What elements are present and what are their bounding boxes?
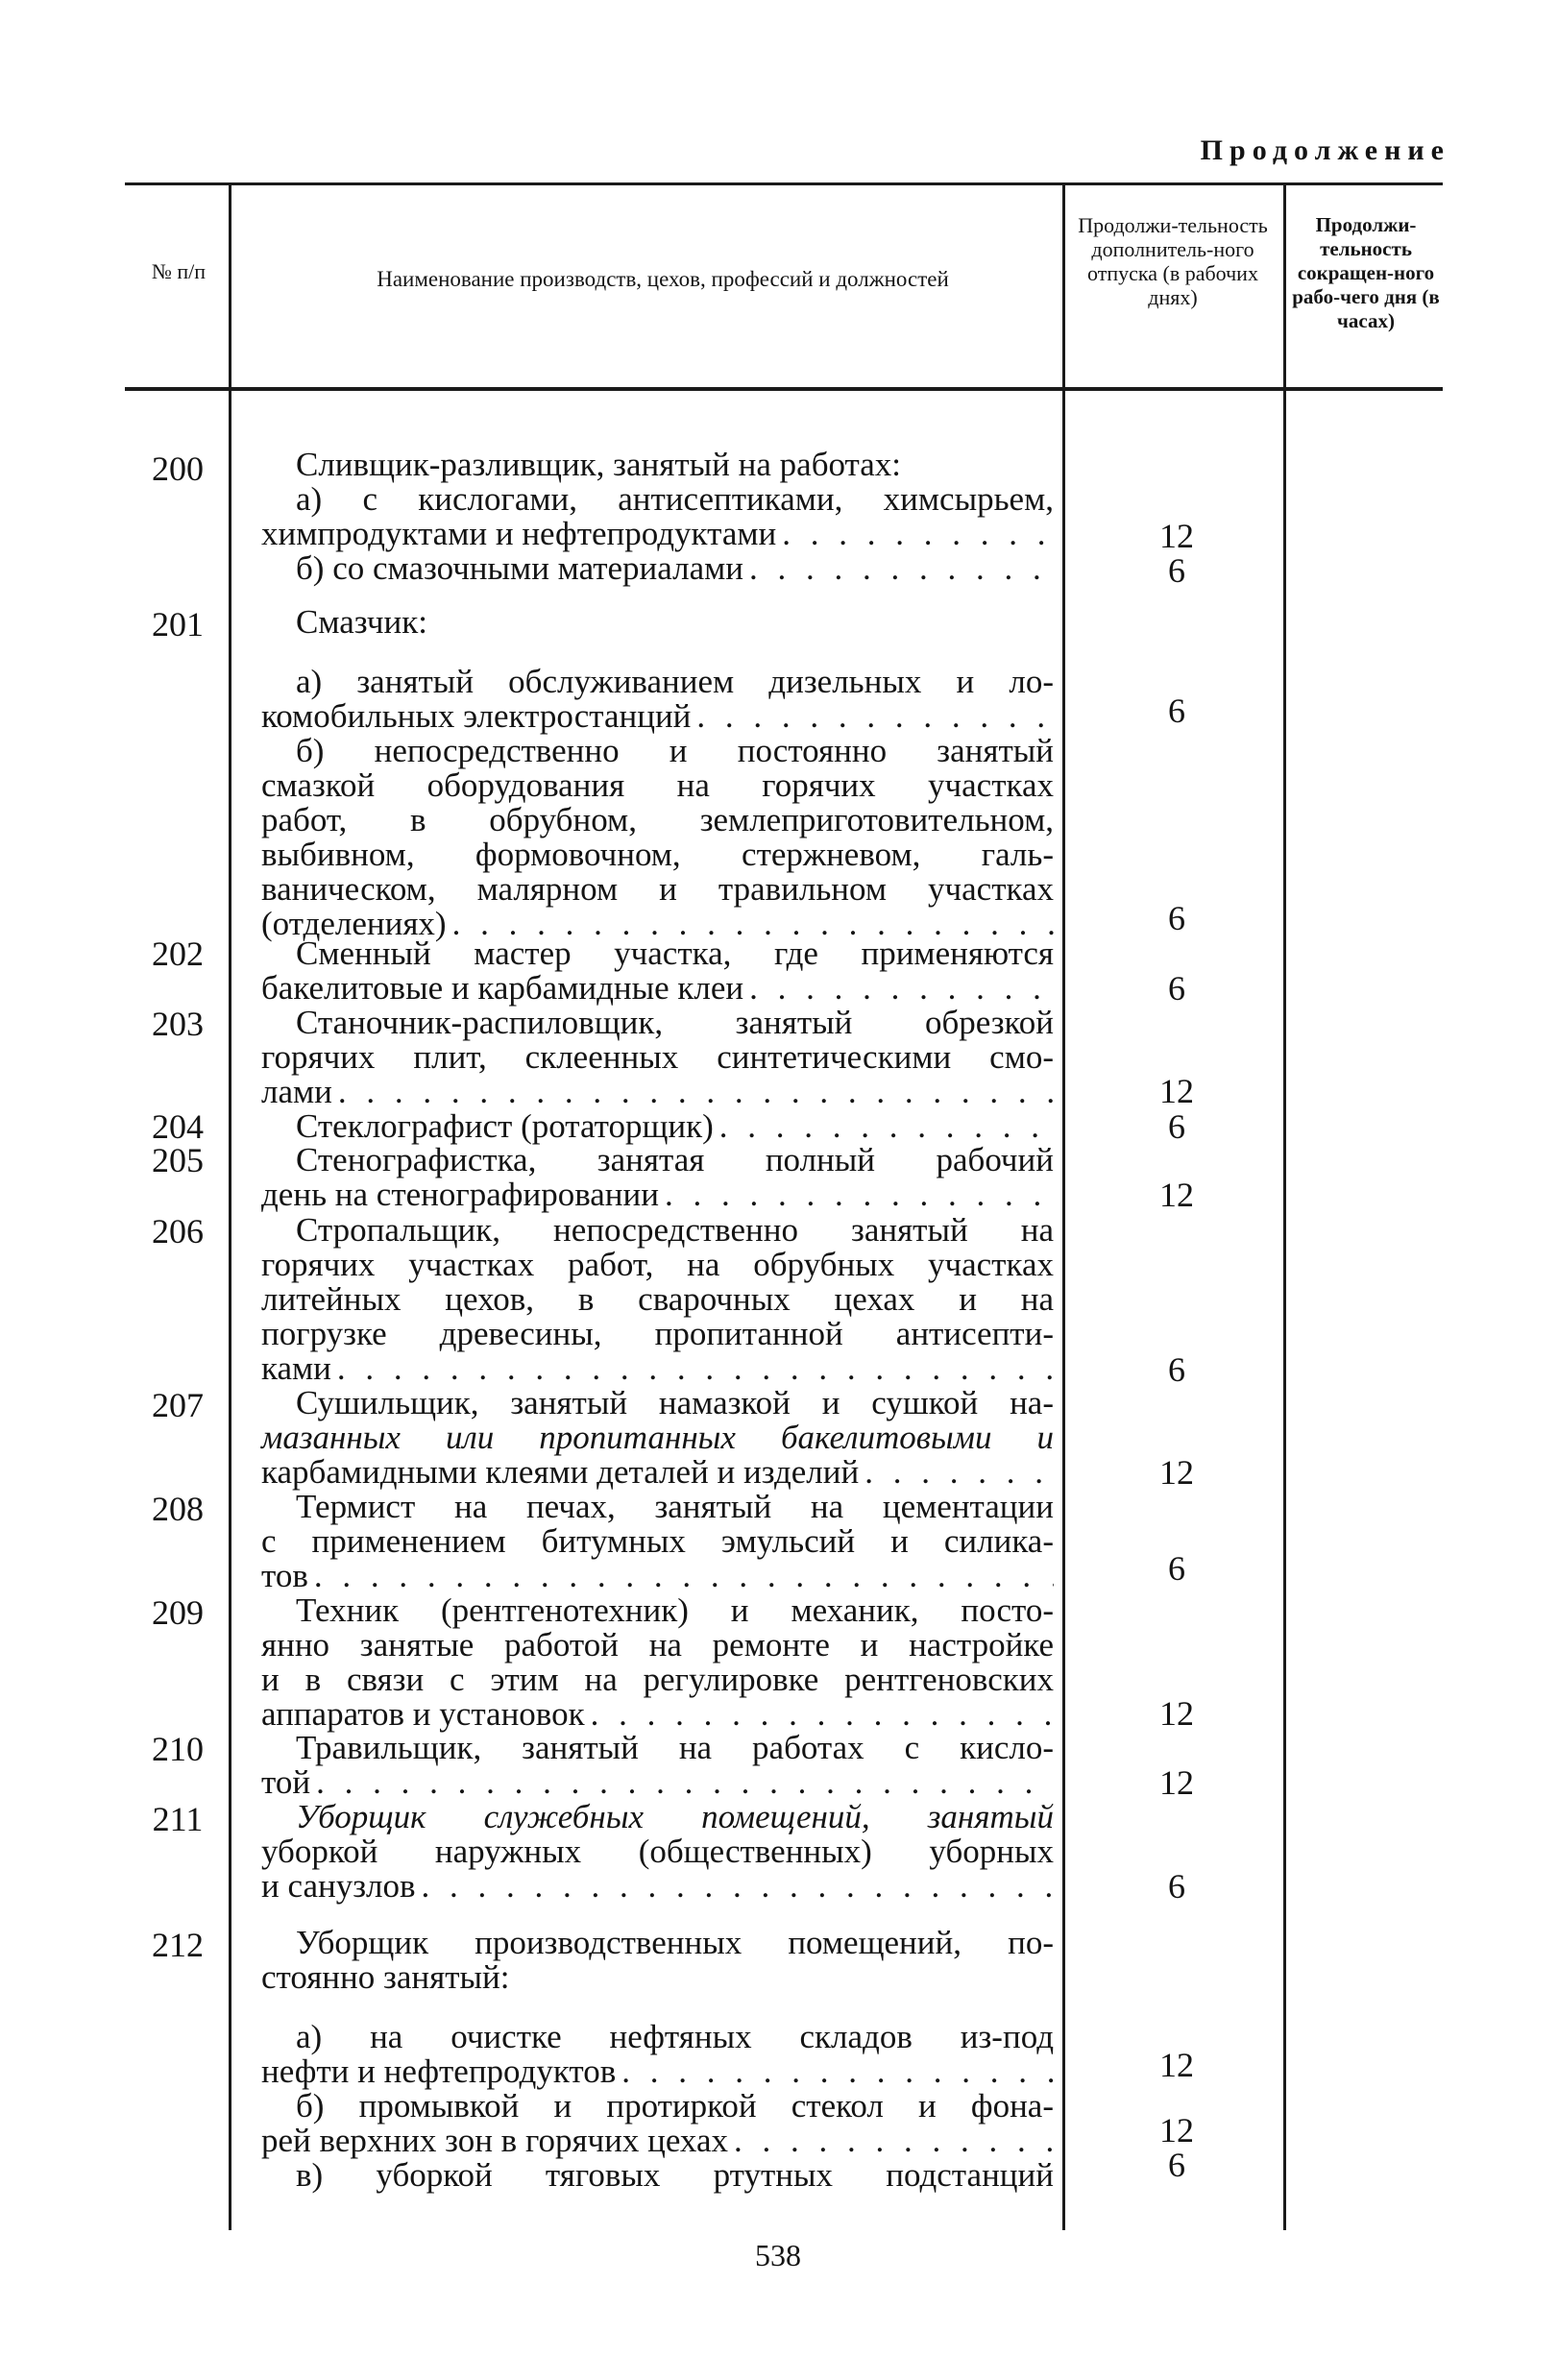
header-short-day: Продолжи-тельность сокращен-ного рабо-чего дня (в часах) (1292, 213, 1440, 332)
row-number: 208 (152, 1490, 204, 1528)
leave-value: 12 (1159, 2046, 1194, 2084)
row-description: Уборщик производственных помещений, по- стоянно занятый: а) на очистке нефтяных складов из-под нефти и нефтепродуктов . . . б) промывкой и протиркой стекол и фона- рей верхних зон в горячих цехах . . . в) уборкой тяговых ртутных подстанций (261, 1926, 1054, 2193)
row-description: Травильщик, занятый на работах с кисло- той . . . (261, 1731, 1054, 1800)
row-description: Сушильщик, занятый намазкой и сушкой на- мазанных или пропитанных бакелитовыми и карбамидными клеями деталей и изделий . . . (261, 1386, 1054, 1490)
leave-value: 12 (1159, 1763, 1194, 1802)
row-number: 205 (152, 1141, 204, 1179)
row-description: Смазчик: а) занятый обслуживанием дизельных и ло- комобильных электростанций . . . б) непосредственно и постоянно занятый смазкой оборудования на горячих участках работ, в обрубном, землеприготовительном, выбивном, формовочном, стержневом, галь- ваническом, малярном и травильном участках (отделениях) . . . (261, 605, 1054, 941)
row-number: 200 (152, 449, 204, 488)
row-number: 204 (152, 1107, 204, 1146)
leave-value: 6 (1168, 2146, 1185, 2184)
page-number: 538 (755, 2238, 801, 2272)
leave-value: 6 (1168, 551, 1185, 590)
row-description: Стеклографист (ротаторщик) . . . (261, 1109, 1054, 1144)
header-bottom-rule (125, 387, 1443, 391)
header-leave: Продолжи-тельность дополнитель-ного отпуска (в рабочих днях) (1078, 213, 1268, 309)
col-divider-2 (1062, 184, 1065, 2230)
header-name: Наименование производств, цехов, профессий и должностей (377, 267, 949, 291)
row-description: Сливщик-разливщик, занятый на работах: а) с кислогами, антисептиками, химсырьем, химпродуктами и нефтепродуктами . . . б) со смазочными материалами . . . (261, 448, 1054, 586)
leave-value: 6 (1168, 1107, 1185, 1146)
leave-value: 12 (1159, 517, 1194, 555)
row-description: Сменный мастер участка, где применяются бакелитовые и карбамидные клеи . . . (261, 936, 1054, 1006)
row-number: 209 (152, 1593, 204, 1632)
row-number: 201 (152, 605, 204, 644)
table-top-rule (125, 182, 1443, 185)
row-description: Стенографистка, занятая полный рабочий день на стенографировании . . . (261, 1143, 1054, 1212)
col-divider-3 (1283, 184, 1286, 2230)
row-description: Уборщик служебных помещений, занятый уборкой наружных (общественных) уборных и санузлов . . . (261, 1800, 1054, 1904)
col-divider-1 (229, 184, 231, 2230)
row-description: Станочник-распиловщик, занятый обрезкой горячих плит, склеенных синтетическими смо- лами . . . (261, 1006, 1054, 1109)
leave-value: 12 (1159, 1072, 1194, 1110)
continuation-label: Продолжение (1200, 134, 1450, 166)
leave-value: 12 (1159, 1176, 1194, 1214)
leave-value: 6 (1168, 1549, 1185, 1588)
header-num: № п/п (151, 259, 207, 283)
leave-value: 6 (1168, 1350, 1185, 1389)
row-number: 206 (152, 1212, 204, 1251)
row-number: 211 (152, 1800, 204, 1838)
leave-value: 6 (1168, 969, 1185, 1008)
row-description: Техник (рентгенотехник) и механик, посто- янно занятые работой на ремонте и настройке и в связи с этим на регулировке рентгеновских аппаратов и установок . . . (261, 1593, 1054, 1732)
leave-value: 6 (1168, 899, 1185, 937)
leave-value: 6 (1168, 692, 1185, 730)
row-number: 210 (152, 1730, 204, 1768)
row-number: 207 (152, 1386, 204, 1424)
leave-value: 12 (1159, 1694, 1194, 1733)
leave-value: 6 (1168, 1867, 1185, 1906)
leave-value: 12 (1159, 2111, 1194, 2149)
row-description: Стропальщик, непосредственно занятый на горячих участках работ, на обрубных участках литейных цехов, в сварочных цехах и на погрузке древесины, пропитанной антисепти- ками . . . (261, 1213, 1054, 1386)
row-number: 202 (152, 935, 204, 973)
row-number: 212 (152, 1926, 204, 1964)
row-number: 203 (152, 1005, 204, 1043)
row-description: Термист на печах, занятый на цементации с применением битумных эмульсий и силика- тов . . . (261, 1490, 1054, 1593)
leave-value: 12 (1159, 1453, 1194, 1492)
